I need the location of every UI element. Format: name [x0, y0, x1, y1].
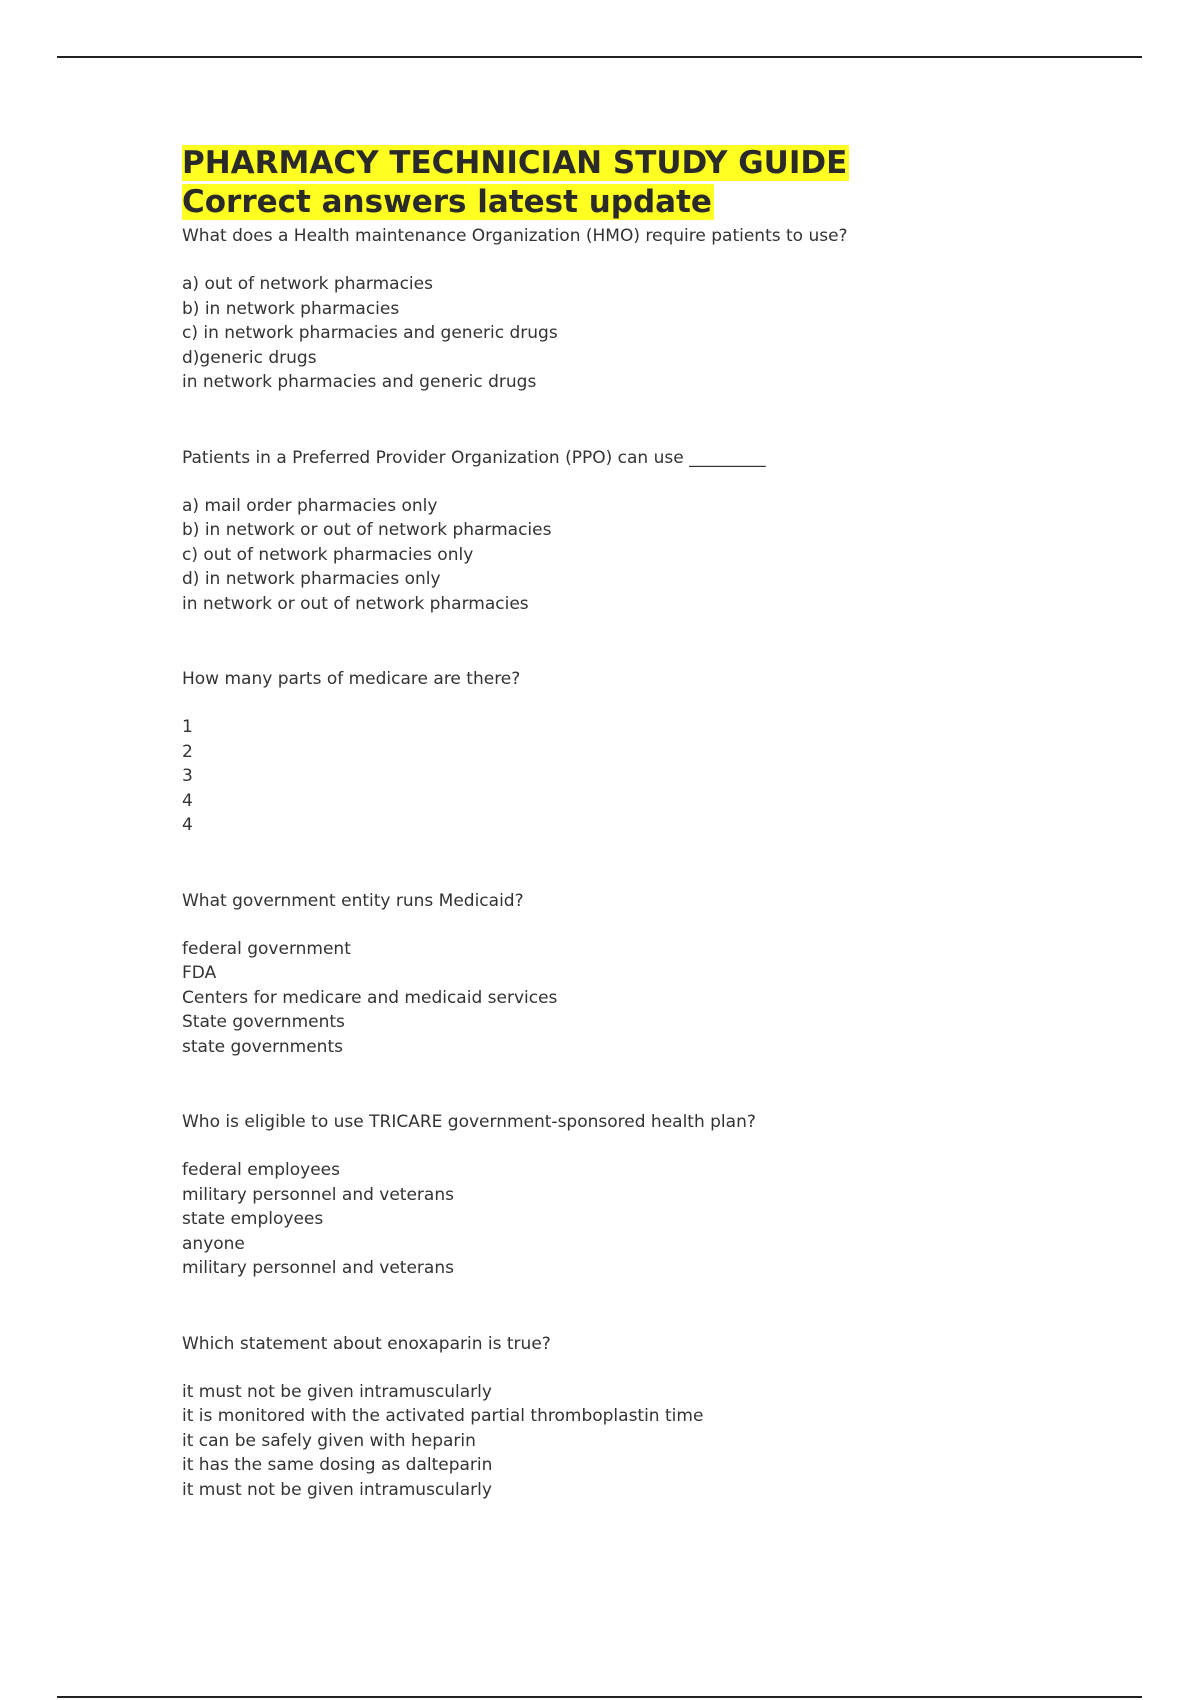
option-list — [182, 272, 1082, 370]
option: c) in network pharmacies and generic drugs — [182, 323, 558, 343]
option: state employees — [182, 1209, 324, 1229]
document-title — [182, 144, 1082, 222]
question-block — [182, 665, 1082, 887]
option: d) in network pharmacies only — [182, 569, 441, 589]
option-list — [182, 1158, 1082, 1256]
question-block — [182, 444, 1082, 666]
option: it must not be given intramuscularly — [182, 1381, 492, 1402]
answer-text: military personnel and veterans — [182, 1258, 454, 1278]
option-list — [182, 715, 1082, 813]
question-block — [182, 1108, 1082, 1330]
question-text: Patients in a Preferred Provider Organization (PPO) can use _________ — [182, 447, 766, 468]
option: b) in network pharmacies — [182, 298, 400, 319]
option: Centers for medicare and medicaid services — [182, 987, 558, 1008]
answer-text: it must not be given intramuscularly — [182, 1479, 492, 1500]
option: c) out of network pharmacies only — [182, 544, 474, 565]
answer-text: state governments — [182, 1036, 343, 1057]
top-rule — [57, 56, 1142, 58]
title-line-1: PHARMACY TECHNICIAN STUDY GUIDE — [182, 145, 848, 181]
answer-text: 4 — [182, 815, 193, 835]
question-block — [182, 1330, 1082, 1503]
question-text: How many parts of medicare are there? — [182, 669, 521, 689]
option: a) mail order pharmacies only — [182, 495, 438, 516]
option: State governments — [182, 1012, 345, 1032]
question-text: Which statement about enoxaparin is true? — [182, 1333, 551, 1354]
question-text: Who is eligible to use TRICARE government-sponsored health plan? — [182, 1112, 756, 1132]
question-block — [182, 887, 1082, 1109]
option: FDA — [182, 963, 217, 983]
option: military personnel and veterans — [182, 1184, 454, 1205]
answer-text: in network or out of network pharmacies — [182, 593, 529, 614]
option: it can be safely given with heparin — [182, 1430, 476, 1451]
option: d)generic drugs — [182, 347, 317, 368]
option: it is monitored with the activated partial thromboplastin time — [182, 1406, 704, 1426]
option: federal government — [182, 938, 351, 959]
option: federal employees — [182, 1160, 340, 1180]
question-text: What does a Health maintenance Organization (HMO) require patients to use? — [182, 226, 848, 246]
option-list — [182, 937, 1082, 1035]
title-line-2: Correct answers latest update — [182, 184, 712, 220]
option: 1 — [182, 717, 193, 737]
option: anyone — [182, 1233, 245, 1254]
option: 2 — [182, 741, 193, 762]
option: b) in network or out of network pharmacies — [182, 520, 552, 540]
option: a) out of network pharmacies — [182, 274, 433, 294]
question-block — [182, 222, 1082, 444]
document-body — [182, 144, 1082, 1502]
option: 3 — [182, 766, 193, 786]
question-text: What government entity runs Medicaid? — [182, 890, 524, 911]
option-list — [182, 494, 1082, 592]
bottom-rule — [57, 1696, 1142, 1698]
option-list — [182, 1380, 1082, 1478]
option: 4 — [182, 790, 193, 811]
answer-text: in network pharmacies and generic drugs — [182, 372, 537, 392]
option: it has the same dosing as dalteparin — [182, 1455, 493, 1475]
